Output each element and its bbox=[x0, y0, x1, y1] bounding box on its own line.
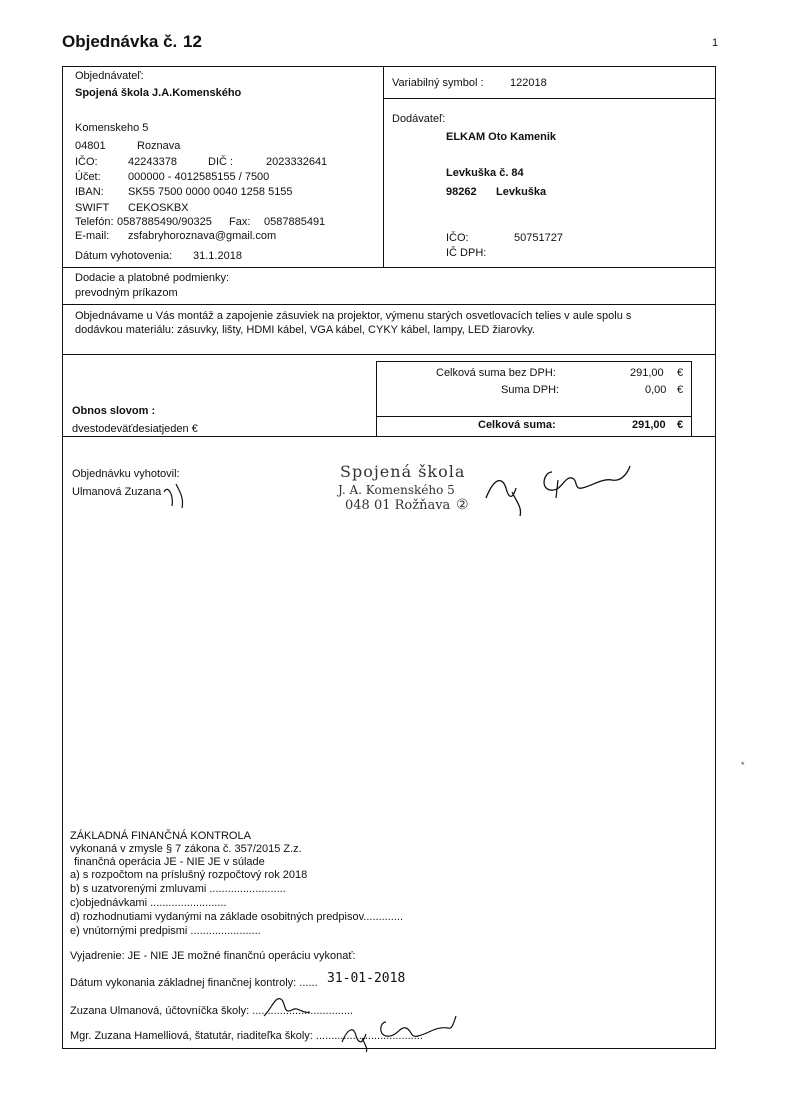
order-text-line1: Objednávame u Vás montáž a zapojenie zásuviek na projektor, výmenu starých osvetlovacích telies v aule spolu s bbox=[75, 310, 632, 322]
control-date-label: Dátum vykonania základnej finančnej kontroly: ...... bbox=[70, 977, 318, 989]
orderer-iban: SK55 7500 0000 0040 1258 5155 bbox=[128, 186, 293, 198]
orderer-swift-label: SWIFT bbox=[75, 202, 110, 214]
orderer-dic-label: DIČ : bbox=[208, 156, 234, 168]
orderer-name: Spojená škola J.A.Komenského bbox=[75, 87, 242, 99]
issued-by-name: Ulmanová Zuzana bbox=[72, 486, 162, 498]
stamp-mark: ② bbox=[456, 497, 469, 513]
in-words-value: dvestodeväťdesiatjeden € bbox=[72, 423, 198, 435]
control-item-a: a) s rozpočtom na príslušný rozpočtový rok 2018 bbox=[70, 869, 308, 881]
currency-symbol: € bbox=[677, 419, 684, 431]
control-item-e: e) vnútornými predpismi ....................... bbox=[70, 925, 261, 937]
orderer-ico-label: IČO: bbox=[75, 156, 98, 168]
vat-label: Suma DPH: bbox=[501, 384, 560, 396]
variable-symbol: 122018 bbox=[510, 77, 547, 89]
control-item-b: b) s uzatvorenými zmluvami ......................... bbox=[70, 883, 286, 895]
orderer-iban-label: IBAN: bbox=[75, 186, 104, 198]
orderer-phone-label: Telefón: bbox=[75, 216, 114, 228]
conditions-label: Dodacie a platobné podmienky: bbox=[75, 272, 230, 284]
orderer-city: Roznava bbox=[137, 140, 181, 152]
issued-by-label: Objednávku vyhotovil: bbox=[72, 468, 180, 480]
supplier-zip: 98262 bbox=[446, 186, 477, 198]
orderer-swift: CEKOSKBX bbox=[128, 202, 189, 214]
supplier-street: Levkuška č. 84 bbox=[446, 167, 524, 179]
total-label: Celková suma: bbox=[478, 419, 556, 431]
orderer-phone: 0587885490/90325 bbox=[117, 216, 212, 228]
orderer-fax: 0587885491 bbox=[264, 216, 326, 228]
control-line2: finančná operácia JE - NIE JE v súlade bbox=[74, 856, 265, 868]
orderer-zip: 04801 bbox=[75, 140, 106, 152]
currency-symbol: € bbox=[677, 384, 684, 396]
control-date-value: 31-01-2018 bbox=[327, 971, 406, 986]
supplier-icdph-label: IČ DPH: bbox=[446, 247, 487, 259]
in-words-label: Obnos slovom : bbox=[72, 405, 156, 417]
orderer-email: zsfabryhoroznava@gmail.com bbox=[128, 230, 277, 242]
control-line1: vykonaná v zmysle § 7 zákona č. 357/2015 Z.z. bbox=[70, 843, 302, 855]
stamp-line3: 048 01 Rožňava bbox=[345, 498, 451, 513]
orderer-fax-label: Fax: bbox=[229, 216, 251, 228]
conditions-value: prevodným príkazom bbox=[75, 287, 178, 299]
orderer-ico: 42243378 bbox=[128, 156, 177, 168]
orderer-heading: Objednávateľ: bbox=[75, 70, 144, 82]
supplier-name: ELKAM Oto Kamenik bbox=[446, 131, 557, 143]
control-item-d: d) rozhodnutiami vydanými na základe osobitných predpisov............. bbox=[70, 911, 404, 923]
variable-symbol-label: Variabilný symbol : bbox=[392, 77, 484, 89]
director-signature bbox=[482, 458, 642, 518]
issue-date: 31.1.2018 bbox=[193, 250, 242, 262]
director-line: Mgr. Zuzana Hamelliová, štatutár, riaditeľka školy: ................................... bbox=[70, 1030, 423, 1042]
director-signature-small bbox=[340, 1012, 460, 1052]
control-title: ZÁKLADNÁ FINANČNÁ KONTROLA bbox=[70, 830, 251, 842]
stamp-line2: J. A. Komenského 5 bbox=[338, 483, 455, 497]
order-text-line2: dodávkou materiálu: zásuvky, lišty, HDMI kábel, VGA kábel, CYKY kábel, lampy, LED žiarovky. bbox=[75, 324, 535, 336]
orderer-dic: 2023332641 bbox=[266, 156, 328, 168]
orderer-account-label: Účet: bbox=[75, 171, 101, 183]
control-statement: Vyjadrenie: JE - NIE JE možné finančnú operáciu vykonať: bbox=[70, 950, 356, 962]
stamp-line1: Spojená škola bbox=[340, 462, 466, 481]
supplier-ico-label: IČO: bbox=[446, 232, 469, 244]
orderer-street: Komenskeho 5 bbox=[75, 122, 149, 134]
page-number: 1 bbox=[712, 37, 719, 49]
total-amount: 291,00 bbox=[632, 419, 666, 431]
vat-amount: 0,00 bbox=[645, 384, 667, 396]
order-title: Objednávka č. bbox=[62, 32, 178, 51]
supplier-city: Levkuška bbox=[496, 186, 547, 198]
accountant-line: Zuzana Ulmanová, účtovníčka školy: ................................. bbox=[70, 1005, 354, 1017]
total-no-vat: 291,00 bbox=[630, 367, 664, 379]
order-number: 12 bbox=[183, 32, 202, 51]
control-item-c: c)objednávkami ......................... bbox=[70, 897, 227, 909]
supplier-heading: Dodávateľ: bbox=[392, 113, 446, 125]
scan-mark: * bbox=[741, 760, 745, 770]
currency-symbol: € bbox=[677, 367, 684, 379]
issue-date-label: Dátum vyhotovenia: bbox=[75, 250, 173, 262]
orderer-email-label: E-mail: bbox=[75, 230, 110, 242]
initials-signature bbox=[160, 478, 200, 518]
accountant-signature bbox=[262, 990, 312, 1020]
total-no-vat-label: Celková suma bez DPH: bbox=[436, 367, 556, 379]
orderer-account: 000000 - 4012585155 / 7500 bbox=[128, 171, 270, 183]
supplier-ico: 50751727 bbox=[514, 232, 563, 244]
